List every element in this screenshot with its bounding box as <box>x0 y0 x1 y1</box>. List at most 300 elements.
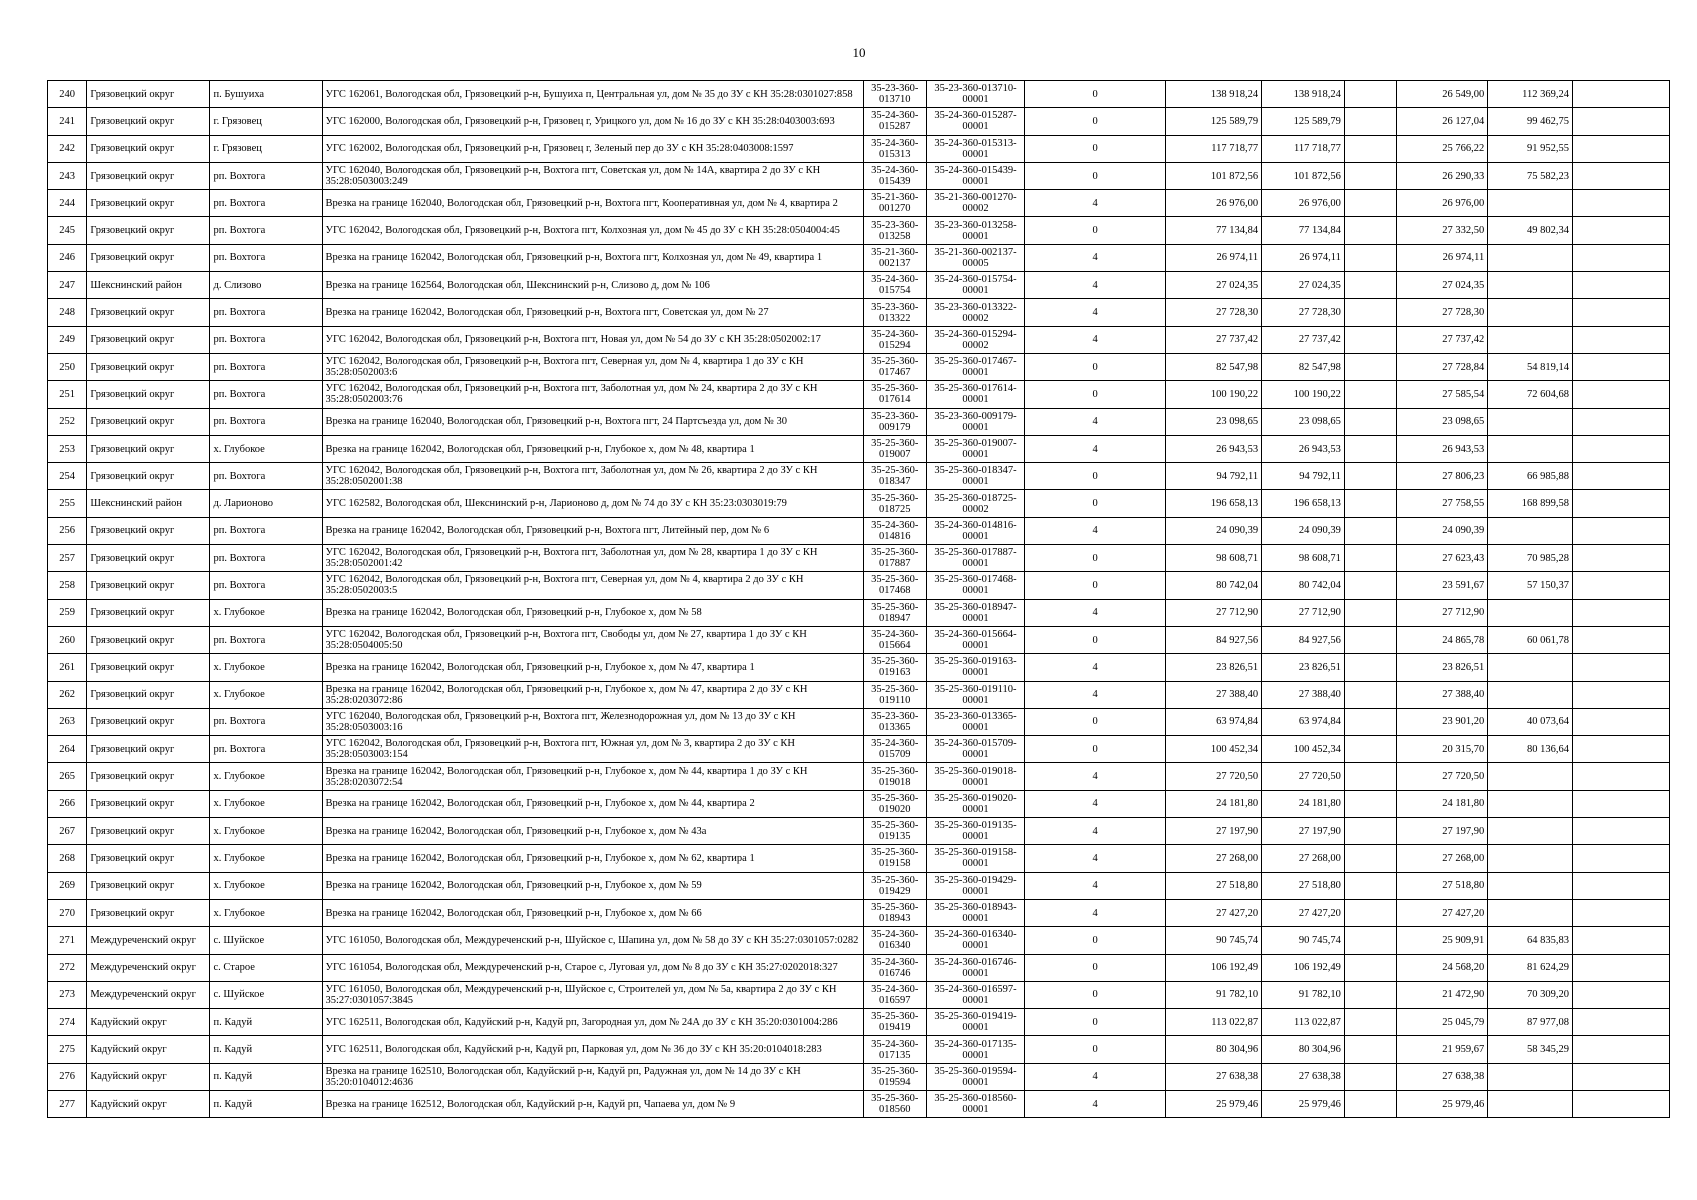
empty-cell <box>1344 244 1396 271</box>
table-row <box>48 626 1670 653</box>
row-number: 265 <box>48 763 87 790</box>
empty-cell <box>1344 654 1396 681</box>
district-cell: Кадуйский округ <box>87 1009 210 1036</box>
district-cell: Грязовецкий округ <box>87 299 210 326</box>
row-number: 277 <box>48 1090 87 1117</box>
amount-remainder-cell: 112 369,24 <box>1488 81 1573 108</box>
full-code-cell: 35-23-360-013710-00001 <box>927 81 1025 108</box>
full-code-cell: 35-24-360-016597-00001 <box>927 981 1025 1008</box>
amount-cell: 101 872,56 <box>1166 162 1262 189</box>
row-number: 246 <box>48 244 87 271</box>
address-cell: Врезка на границе 162042, Вологодская обл, Грязовецкий р-н, Глубокое х, дом № 47, квартира 2 до ЗУ с КН 35:28:0203072:86 <box>322 681 863 708</box>
locality-cell: рп. Вохтога <box>210 572 322 599</box>
amount-total-cell: 90 745,74 <box>1262 927 1345 954</box>
empty-cell <box>1573 381 1670 408</box>
district-cell: Грязовецкий округ <box>87 217 210 244</box>
code-cell: 35-24-360-015439 <box>863 162 927 189</box>
category-cell: 4 <box>1024 899 1165 926</box>
amount-total-cell: 101 872,56 <box>1262 162 1345 189</box>
row-number: 260 <box>48 626 87 653</box>
address-cell: Врезка на границе 162042, Вологодская обл, Грязовецкий р-н, Глубокое х, дом № 58 <box>322 599 863 626</box>
empty-cell <box>1573 845 1670 872</box>
district-cell: Грязовецкий округ <box>87 326 210 353</box>
full-code-cell: 35-25-360-019419-00001 <box>927 1009 1025 1036</box>
table-row <box>48 244 1670 271</box>
full-code-cell: 35-25-360-019158-00001 <box>927 845 1025 872</box>
amount-cell: 80 742,04 <box>1166 572 1262 599</box>
category-cell: 0 <box>1024 353 1165 380</box>
category-cell: 4 <box>1024 845 1165 872</box>
category-cell: 0 <box>1024 981 1165 1008</box>
empty-cell <box>1344 572 1396 599</box>
empty-cell <box>1573 217 1670 244</box>
locality-cell: рп. Вохтога <box>210 626 322 653</box>
amount-remainder-cell: 81 624,29 <box>1488 954 1573 981</box>
address-cell: УГС 162042, Вологодская обл, Грязовецкий р-н, Вохтога пгт, Северная ул, дом № 4, квартира 2 до ЗУ с КН 35:28:0502003:5 <box>322 572 863 599</box>
amount-total-cell: 27 728,30 <box>1262 299 1345 326</box>
full-code-cell: 35-25-360-019429-00001 <box>927 872 1025 899</box>
district-cell: Грязовецкий округ <box>87 763 210 790</box>
address-cell: Врезка на границе 162042, Вологодская обл, Грязовецкий р-н, Глубокое х, дом № 66 <box>322 899 863 926</box>
district-cell: Междуреченский округ <box>87 981 210 1008</box>
empty-cell <box>1573 517 1670 544</box>
amount-cell: 90 745,74 <box>1166 927 1262 954</box>
code-cell: 35-25-360-018947 <box>863 599 927 626</box>
category-cell: 0 <box>1024 135 1165 162</box>
amount-cell: 84 927,56 <box>1166 626 1262 653</box>
amount-remainder-cell <box>1488 818 1573 845</box>
amount-remainder-cell <box>1488 681 1573 708</box>
locality-cell: с. Шуйское <box>210 981 322 1008</box>
category-cell: 4 <box>1024 517 1165 544</box>
amount-cell: 80 304,96 <box>1166 1036 1262 1063</box>
category-cell: 4 <box>1024 790 1165 817</box>
amount-total-cell: 23 826,51 <box>1262 654 1345 681</box>
full-code-cell: 35-24-360-015294-00002 <box>927 326 1025 353</box>
full-code-cell: 35-25-360-017614-00001 <box>927 381 1025 408</box>
row-number: 247 <box>48 272 87 299</box>
district-cell: Грязовецкий округ <box>87 626 210 653</box>
amount-total-cell: 113 022,87 <box>1262 1009 1345 1036</box>
amount-part-cell: 23 901,20 <box>1397 708 1488 735</box>
empty-cell <box>1344 490 1396 517</box>
table-row <box>48 353 1670 380</box>
amount-remainder-cell <box>1488 599 1573 626</box>
category-cell: 0 <box>1024 927 1165 954</box>
empty-cell <box>1573 299 1670 326</box>
table-row <box>48 981 1670 1008</box>
category-cell: 4 <box>1024 326 1165 353</box>
empty-cell <box>1344 1009 1396 1036</box>
amount-cell: 113 022,87 <box>1166 1009 1262 1036</box>
row-number: 243 <box>48 162 87 189</box>
row-number: 245 <box>48 217 87 244</box>
amount-cell: 26 943,53 <box>1166 435 1262 462</box>
district-cell: Грязовецкий округ <box>87 108 210 135</box>
locality-cell: рп. Вохтога <box>210 545 322 572</box>
amount-cell: 27 024,35 <box>1166 272 1262 299</box>
row-number: 242 <box>48 135 87 162</box>
locality-cell: х. Глубокое <box>210 654 322 681</box>
amount-remainder-cell <box>1488 244 1573 271</box>
empty-cell <box>1344 818 1396 845</box>
district-cell: Кадуйский округ <box>87 1036 210 1063</box>
code-cell: 35-25-360-017467 <box>863 353 927 380</box>
amount-remainder-cell <box>1488 654 1573 681</box>
full-code-cell: 35-25-360-017467-00001 <box>927 353 1025 380</box>
table-row <box>48 435 1670 462</box>
amount-total-cell: 196 658,13 <box>1262 490 1345 517</box>
table-row <box>48 763 1670 790</box>
locality-cell: х. Глубокое <box>210 435 322 462</box>
empty-cell <box>1573 818 1670 845</box>
empty-cell <box>1344 217 1396 244</box>
amount-remainder-cell: 72 604,68 <box>1488 381 1573 408</box>
full-code-cell: 35-25-360-019018-00001 <box>927 763 1025 790</box>
district-cell: Грязовецкий округ <box>87 244 210 271</box>
amount-part-cell: 23 591,67 <box>1397 572 1488 599</box>
amount-part-cell: 24 181,80 <box>1397 790 1488 817</box>
amount-remainder-cell: 87 977,08 <box>1488 1009 1573 1036</box>
locality-cell: д. Слизово <box>210 272 322 299</box>
empty-cell <box>1573 681 1670 708</box>
row-number: 254 <box>48 463 87 490</box>
address-cell: Врезка на границе 162042, Вологодская обл, Грязовецкий р-н, Глубокое х, дом № 43а <box>322 818 863 845</box>
amount-cell: 98 608,71 <box>1166 545 1262 572</box>
amount-part-cell: 23 098,65 <box>1397 408 1488 435</box>
amount-cell: 24 090,39 <box>1166 517 1262 544</box>
category-cell: 0 <box>1024 463 1165 490</box>
amount-cell: 23 098,65 <box>1166 408 1262 435</box>
category-cell: 4 <box>1024 599 1165 626</box>
amount-cell: 77 134,84 <box>1166 217 1262 244</box>
empty-cell <box>1344 1063 1396 1090</box>
locality-cell: х. Глубокое <box>210 818 322 845</box>
empty-cell <box>1344 736 1396 763</box>
amount-remainder-cell: 75 582,23 <box>1488 162 1573 189</box>
full-code-cell: 35-24-360-015439-00001 <box>927 162 1025 189</box>
empty-cell <box>1344 408 1396 435</box>
full-code-cell: 35-25-360-018725-00002 <box>927 490 1025 517</box>
row-number: 257 <box>48 545 87 572</box>
amount-part-cell: 27 758,55 <box>1397 490 1488 517</box>
table-row <box>48 326 1670 353</box>
amount-total-cell: 27 518,80 <box>1262 872 1345 899</box>
locality-cell: с. Шуйское <box>210 927 322 954</box>
empty-cell <box>1573 162 1670 189</box>
code-cell: 35-23-360-013322 <box>863 299 927 326</box>
district-cell: Грязовецкий округ <box>87 81 210 108</box>
amount-remainder-cell <box>1488 1063 1573 1090</box>
locality-cell: рп. Вохтога <box>210 244 322 271</box>
row-number: 250 <box>48 353 87 380</box>
row-number: 255 <box>48 490 87 517</box>
address-cell: Врезка на границе 162042, Вологодская обл, Грязовецкий р-н, Глубокое х, дом № 59 <box>322 872 863 899</box>
table-row <box>48 927 1670 954</box>
row-number: 248 <box>48 299 87 326</box>
district-cell: Грязовецкий округ <box>87 162 210 189</box>
amount-total-cell: 91 782,10 <box>1262 981 1345 1008</box>
empty-cell <box>1573 408 1670 435</box>
empty-cell <box>1573 326 1670 353</box>
amount-remainder-cell: 70 985,28 <box>1488 545 1573 572</box>
table-row <box>48 217 1670 244</box>
amount-remainder-cell <box>1488 299 1573 326</box>
category-cell: 4 <box>1024 1090 1165 1117</box>
address-cell: УГС 162040, Вологодская обл, Грязовецкий р-н, Вохтога пгт, Железнодорожная ул, дом № 13 до ЗУ с КН 35:28:0503003:16 <box>322 708 863 735</box>
empty-cell <box>1573 1090 1670 1117</box>
amount-remainder-cell <box>1488 790 1573 817</box>
empty-cell <box>1573 490 1670 517</box>
empty-cell <box>1344 162 1396 189</box>
code-cell: 35-25-360-019110 <box>863 681 927 708</box>
full-code-cell: 35-25-360-019110-00001 <box>927 681 1025 708</box>
address-cell: УГС 161050, Вологодская обл, Междуреченский р-н, Шуйское с, Строителей ул, дом № 5а, квартира 2 до ЗУ с КН 35:27:0301057:3845 <box>322 981 863 1008</box>
full-code-cell: 35-24-360-015287-00001 <box>927 108 1025 135</box>
empty-cell <box>1344 1036 1396 1063</box>
amount-cell: 27 268,00 <box>1166 845 1262 872</box>
code-cell: 35-24-360-017135 <box>863 1036 927 1063</box>
address-cell: УГС 162042, Вологодская обл, Грязовецкий р-н, Вохтога пгт, Колхозная ул, дом № 45 до ЗУ с КН 35:28:0504004:45 <box>322 217 863 244</box>
amount-total-cell: 125 589,79 <box>1262 108 1345 135</box>
address-cell: Врезка на границе 162042, Вологодская обл, Грязовецкий р-н, Вохтога пгт, Литейный пер, дом № 6 <box>322 517 863 544</box>
empty-cell <box>1344 763 1396 790</box>
empty-cell <box>1573 626 1670 653</box>
amount-cell: 106 192,49 <box>1166 954 1262 981</box>
amount-total-cell: 98 608,71 <box>1262 545 1345 572</box>
amount-total-cell: 24 181,80 <box>1262 790 1345 817</box>
empty-cell <box>1344 299 1396 326</box>
address-cell: Врезка на границе 162042, Вологодская обл, Грязовецкий р-н, Глубокое х, дом № 47, квартира 1 <box>322 654 863 681</box>
amount-cell: 23 826,51 <box>1166 654 1262 681</box>
row-number: 256 <box>48 517 87 544</box>
amount-remainder-cell <box>1488 435 1573 462</box>
empty-cell <box>1344 108 1396 135</box>
empty-cell <box>1344 1090 1396 1117</box>
amount-part-cell: 26 974,11 <box>1397 244 1488 271</box>
empty-cell <box>1344 545 1396 572</box>
empty-cell <box>1573 135 1670 162</box>
address-cell: Врезка на границе 162042, Вологодская обл, Грязовецкий р-н, Глубокое х, дом № 62, квартира 1 <box>322 845 863 872</box>
locality-cell: п. Кадуй <box>210 1063 322 1090</box>
amount-part-cell: 26 976,00 <box>1397 190 1488 217</box>
page-number: 10 <box>852 45 866 60</box>
locality-cell: рп. Вохтога <box>210 299 322 326</box>
amount-cell: 138 918,24 <box>1166 81 1262 108</box>
amount-cell: 26 974,11 <box>1166 244 1262 271</box>
amount-cell: 26 976,00 <box>1166 190 1262 217</box>
amount-total-cell: 138 918,24 <box>1262 81 1345 108</box>
row-number: 251 <box>48 381 87 408</box>
row-number: 262 <box>48 681 87 708</box>
district-cell: Грязовецкий округ <box>87 435 210 462</box>
code-cell: 35-24-360-016340 <box>863 927 927 954</box>
amount-remainder-cell: 64 835,83 <box>1488 927 1573 954</box>
code-cell: 35-24-360-014816 <box>863 517 927 544</box>
empty-cell <box>1344 981 1396 1008</box>
category-cell: 0 <box>1024 1036 1165 1063</box>
address-cell: Врезка на границе 162042, Вологодская обл, Грязовецкий р-н, Вохтога пгт, Колхозная ул, дом № 49, квартира 1 <box>322 244 863 271</box>
amount-part-cell: 27 728,84 <box>1397 353 1488 380</box>
empty-cell <box>1573 108 1670 135</box>
full-code-cell: 35-25-360-019594-00001 <box>927 1063 1025 1090</box>
table-row <box>48 954 1670 981</box>
amount-remainder-cell <box>1488 763 1573 790</box>
empty-cell <box>1573 927 1670 954</box>
category-cell: 4 <box>1024 818 1165 845</box>
amount-remainder-cell: 66 985,88 <box>1488 463 1573 490</box>
row-number: 273 <box>48 981 87 1008</box>
district-cell: Грязовецкий округ <box>87 872 210 899</box>
row-number: 263 <box>48 708 87 735</box>
category-cell: 0 <box>1024 954 1165 981</box>
full-code-cell: 35-25-360-018347-00001 <box>927 463 1025 490</box>
address-cell: УГС 162042, Вологодская обл, Грязовецкий р-н, Вохтога пгт, Заболотная ул, дом № 24, квартира 2 до ЗУ с КН 35:28:0502003:76 <box>322 381 863 408</box>
amount-part-cell: 25 979,46 <box>1397 1090 1488 1117</box>
amount-total-cell: 27 197,90 <box>1262 818 1345 845</box>
district-cell: Грязовецкий округ <box>87 463 210 490</box>
full-code-cell: 35-24-360-015709-00001 <box>927 736 1025 763</box>
amount-part-cell: 25 045,79 <box>1397 1009 1488 1036</box>
district-cell: Шекснинский район <box>87 272 210 299</box>
locality-cell: рп. Вохтога <box>210 408 322 435</box>
category-cell: 0 <box>1024 81 1165 108</box>
address-cell: УГС 162511, Вологодская обл, Кадуйский р-н, Кадуй рп, Парковая ул, дом № 36 до ЗУ с КН 35:20:0104018:283 <box>322 1036 863 1063</box>
full-code-cell: 35-24-360-015313-00001 <box>927 135 1025 162</box>
category-cell: 4 <box>1024 408 1165 435</box>
locality-cell: х. Глубокое <box>210 899 322 926</box>
table-row <box>48 1009 1670 1036</box>
empty-cell <box>1344 190 1396 217</box>
empty-cell <box>1344 381 1396 408</box>
amount-total-cell: 27 268,00 <box>1262 845 1345 872</box>
code-cell: 35-25-360-019419 <box>863 1009 927 1036</box>
amount-part-cell: 26 549,00 <box>1397 81 1488 108</box>
amount-cell: 25 979,46 <box>1166 1090 1262 1117</box>
amount-total-cell: 27 638,38 <box>1262 1063 1345 1090</box>
address-cell: Врезка на границе 162040, Вологодская обл, Грязовецкий р-н, Вохтога пгт, Кооперативная ул, дом № 4, квартира 2 <box>322 190 863 217</box>
amount-total-cell: 94 792,11 <box>1262 463 1345 490</box>
amount-total-cell: 82 547,98 <box>1262 353 1345 380</box>
empty-cell <box>1573 1063 1670 1090</box>
amount-remainder-cell <box>1488 1090 1573 1117</box>
row-number: 261 <box>48 654 87 681</box>
amount-total-cell: 27 388,40 <box>1262 681 1345 708</box>
empty-cell <box>1344 81 1396 108</box>
address-cell: УГС 162040, Вологодская обл, Грязовецкий р-н, Вохтога пгт, Советская ул, дом № 14А, квартира 2 до ЗУ с КН 35:28:0503003:249 <box>322 162 863 189</box>
table-row <box>48 1036 1670 1063</box>
empty-cell <box>1344 708 1396 735</box>
amount-part-cell: 27 332,50 <box>1397 217 1488 244</box>
empty-cell <box>1573 190 1670 217</box>
empty-cell <box>1573 353 1670 380</box>
address-cell: УГС 162582, Вологодская обл, Шекснинский р-н, Ларионово д, дом № 74 до ЗУ с КН 35:23:0303019:79 <box>322 490 863 517</box>
district-cell: Грязовецкий округ <box>87 135 210 162</box>
table-row <box>48 190 1670 217</box>
category-cell: 0 <box>1024 1009 1165 1036</box>
table-row <box>48 135 1670 162</box>
category-cell: 4 <box>1024 1063 1165 1090</box>
locality-cell: рп. Вохтога <box>210 708 322 735</box>
amount-total-cell: 117 718,77 <box>1262 135 1345 162</box>
amount-part-cell: 25 766,22 <box>1397 135 1488 162</box>
code-cell: 35-24-360-015313 <box>863 135 927 162</box>
empty-cell <box>1573 763 1670 790</box>
table-row <box>48 872 1670 899</box>
category-cell: 4 <box>1024 681 1165 708</box>
empty-cell <box>1344 845 1396 872</box>
category-cell: 0 <box>1024 217 1165 244</box>
category-cell: 0 <box>1024 736 1165 763</box>
amount-total-cell: 27 737,42 <box>1262 326 1345 353</box>
row-number: 252 <box>48 408 87 435</box>
table-row <box>48 790 1670 817</box>
table-row <box>48 818 1670 845</box>
table-row <box>48 899 1670 926</box>
amount-part-cell: 27 623,43 <box>1397 545 1488 572</box>
row-number: 271 <box>48 927 87 954</box>
table-row <box>48 681 1670 708</box>
table-row <box>48 463 1670 490</box>
code-cell: 35-25-360-019020 <box>863 790 927 817</box>
amount-cell: 82 547,98 <box>1166 353 1262 380</box>
category-cell: 0 <box>1024 490 1165 517</box>
empty-cell <box>1344 353 1396 380</box>
amount-cell: 63 974,84 <box>1166 708 1262 735</box>
table-row <box>48 408 1670 435</box>
amount-total-cell: 26 943,53 <box>1262 435 1345 462</box>
row-number: 276 <box>48 1063 87 1090</box>
address-cell: УГС 162042, Вологодская обл, Грязовецкий р-н, Вохтога пгт, Южная ул, дом № 3, квартира 2 до ЗУ с КН 35:28:0503003:154 <box>322 736 863 763</box>
district-cell: Грязовецкий округ <box>87 899 210 926</box>
table-row <box>48 81 1670 108</box>
locality-cell: п. Бушуиха <box>210 81 322 108</box>
amount-total-cell: 80 742,04 <box>1262 572 1345 599</box>
amount-total-cell: 100 190,22 <box>1262 381 1345 408</box>
empty-cell <box>1344 954 1396 981</box>
locality-cell: д. Ларионово <box>210 490 322 517</box>
amount-total-cell: 26 974,11 <box>1262 244 1345 271</box>
locality-cell: рп. Вохтога <box>210 190 322 217</box>
empty-cell <box>1573 244 1670 271</box>
district-cell: Междуреченский округ <box>87 927 210 954</box>
amount-cell: 94 792,11 <box>1166 463 1262 490</box>
amount-total-cell: 77 134,84 <box>1262 217 1345 244</box>
district-cell: Грязовецкий округ <box>87 190 210 217</box>
amount-remainder-cell: 99 462,75 <box>1488 108 1573 135</box>
amount-part-cell: 27 388,40 <box>1397 681 1488 708</box>
amount-part-cell: 27 728,30 <box>1397 299 1488 326</box>
amount-remainder-cell: 168 899,58 <box>1488 490 1573 517</box>
code-cell: 35-25-360-018347 <box>863 463 927 490</box>
district-cell: Грязовецкий округ <box>87 818 210 845</box>
amount-part-cell: 21 959,67 <box>1397 1036 1488 1063</box>
amount-part-cell: 26 290,33 <box>1397 162 1488 189</box>
category-cell: 0 <box>1024 572 1165 599</box>
amount-remainder-cell <box>1488 517 1573 544</box>
address-cell: УГС 162061, Вологодская обл, Грязовецкий р-н, Бушуиха п, Центральная ул, дом № 35 до ЗУ с КН 35:28:0301027:858 <box>322 81 863 108</box>
amount-part-cell: 27 518,80 <box>1397 872 1488 899</box>
code-cell: 35-25-360-017614 <box>863 381 927 408</box>
table-row <box>48 599 1670 626</box>
row-number: 258 <box>48 572 87 599</box>
amount-cell: 117 718,77 <box>1166 135 1262 162</box>
empty-cell <box>1344 599 1396 626</box>
table-row <box>48 1063 1670 1090</box>
address-cell: УГС 162042, Вологодская обл, Грязовецкий р-н, Вохтога пгт, Новая ул, дом № 54 до ЗУ с КН 35:28:0502002:17 <box>322 326 863 353</box>
amount-part-cell: 21 472,90 <box>1397 981 1488 1008</box>
empty-cell <box>1573 572 1670 599</box>
